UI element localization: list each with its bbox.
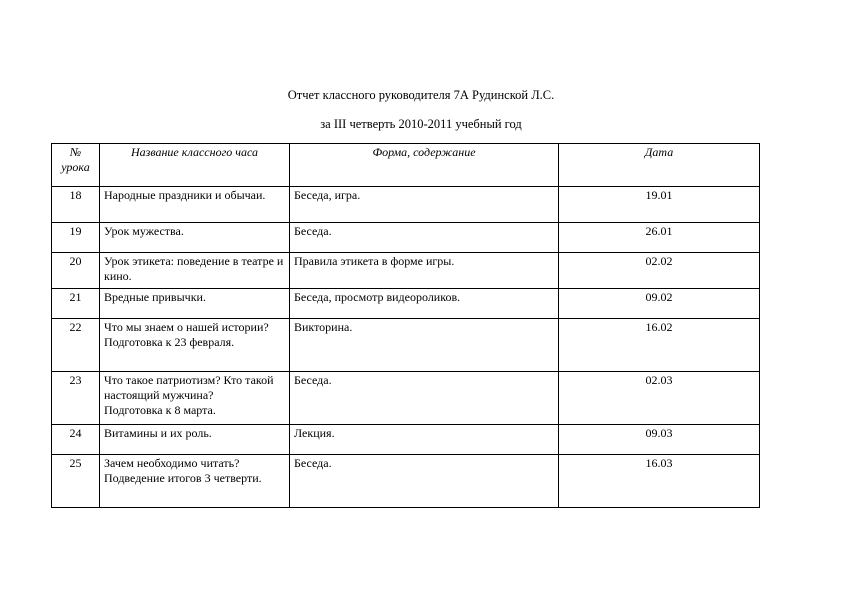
lesson-number-cell: 23 — [52, 372, 100, 425]
table-row — [52, 223, 760, 253]
report-subtitle: за III четверть 2010-2011 учебный год — [320, 117, 522, 131]
lesson-number-cell: 24 — [52, 425, 100, 455]
class-name-cell: Народные праздники и обычаи. — [100, 187, 290, 223]
date-cell: 09.03 — [559, 425, 760, 455]
date-cell: 02.02 — [559, 253, 760, 289]
lesson-number-cell: 18 — [52, 187, 100, 223]
class-name-cell: Вредные привычки. — [100, 289, 290, 319]
column-header-date: Дата — [559, 144, 760, 187]
table-row — [52, 425, 760, 455]
form-cell: Лекция. — [290, 425, 559, 455]
report-table — [51, 143, 760, 508]
table-row — [52, 319, 760, 372]
lesson-number-cell: 22 — [52, 319, 100, 372]
table-row — [52, 455, 760, 508]
date-cell: 09.02 — [559, 289, 760, 319]
table-row — [52, 289, 760, 319]
date-cell: 26.01 — [559, 223, 760, 253]
class-name-cell: Что мы знаем о нашей истории? Подготовка к 23 февраля. — [100, 319, 290, 372]
class-name-cell: Урок этикета: поведение в театре и кино. — [100, 253, 290, 289]
form-cell: Викторина. — [290, 319, 559, 372]
form-cell: Беседа, просмотр видеороликов. — [290, 289, 559, 319]
table-row — [52, 253, 760, 289]
class-name-cell: Что такое патриотизм? Кто такой настоящий мужчина? Подготовка к 8 марта. — [100, 372, 290, 425]
table-body — [52, 187, 760, 508]
lesson-number-cell: 25 — [52, 455, 100, 508]
column-header-class-name: Название классного часа — [100, 144, 290, 187]
column-header-form: Форма, содержание — [290, 144, 559, 187]
date-cell: 16.02 — [559, 319, 760, 372]
date-cell: 19.01 — [559, 187, 760, 223]
lesson-number-cell: 19 — [52, 223, 100, 253]
form-cell: Правила этикета в форме игры. — [290, 253, 559, 289]
form-cell: Беседа. — [290, 455, 559, 508]
table-row — [52, 187, 760, 223]
table-row — [52, 372, 760, 425]
lesson-number-cell: 20 — [52, 253, 100, 289]
form-cell: Беседа. — [290, 372, 559, 425]
date-cell: 02.03 — [559, 372, 760, 425]
lesson-number-cell: 21 — [52, 289, 100, 319]
form-cell: Беседа, игра. — [290, 187, 559, 223]
column-header-lesson-number: № урока — [52, 144, 100, 187]
class-name-cell: Урок мужества. — [100, 223, 290, 253]
report-title: Отчет классного руководителя 7А Рудинской Л.С. — [287, 88, 555, 102]
class-name-cell: Витамины и их роль. — [100, 425, 290, 455]
table-header-row — [52, 144, 760, 187]
date-cell: 16.03 — [559, 455, 760, 508]
class-name-cell: Зачем необходимо читать? Подведение итогов 3 четверти. — [100, 455, 290, 508]
form-cell: Беседа. — [290, 223, 559, 253]
